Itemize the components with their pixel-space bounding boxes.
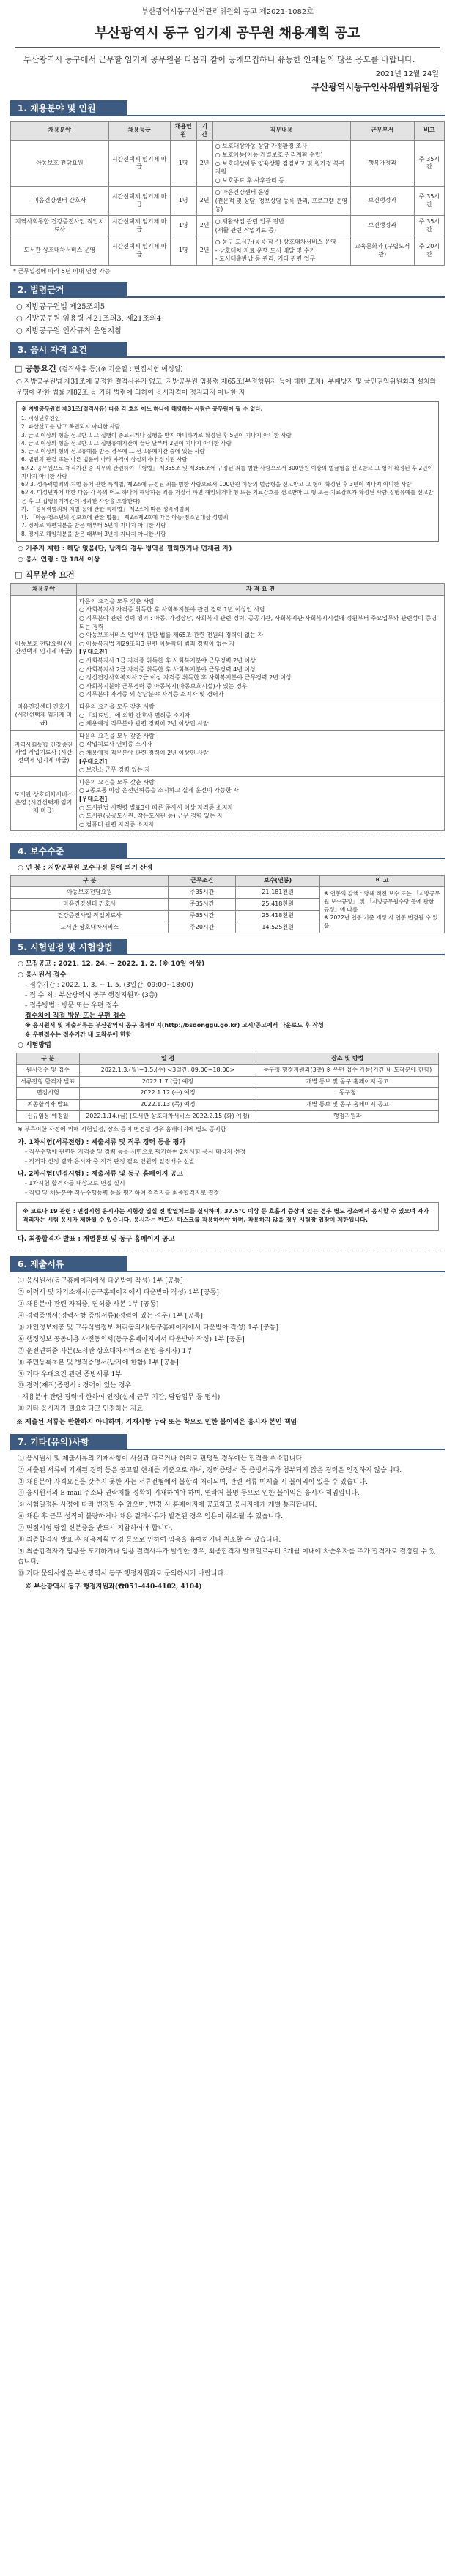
pay-amount: 21,181천원 [236,887,320,899]
section-header [10,282,445,298]
step2-line: - 1차시험 합격자를 대상으로 면접 실시 [25,1180,125,1187]
recruit-field: 도서관 상호대차서비스 운영 [11,236,109,266]
recruit-dept: 보건행정과 [350,187,414,216]
step1-title: 가. 1차시험(서류전형) : 제출서류 및 직무 경력 등을 평가 [18,1138,186,1146]
page-title: 부산광역시 동구 임기제 공무원 채용계획 공고 [15,25,440,48]
section-pay [10,843,445,933]
req-line: ○ 아동보호서비스 업무에 관한 법률 제65조 관련 전원의 경력이 없는 자 [79,632,264,639]
recruit-count: 1명 [170,187,196,216]
step3-title: 다. 최종합격자 발표 : 개별통보 및 동구 홈페이지 공고 [18,1235,175,1243]
law-item: ○ 지방공무원 임용령 제21조의3, 제21조의4 [16,315,162,324]
req-lines [77,730,445,776]
misc-list [10,1455,445,1580]
recruit-field: 아동보호 전담요원 [11,141,109,187]
req-line: ○ 보건소 근무 경력 있는 자 [79,766,150,774]
table-row [11,236,445,266]
recruit-period: 2년 [196,216,212,236]
schedule-stage: 서류전형 합격자 발표 [17,1076,80,1088]
misc-item: ③ 채용분야 자격요건을 갖추지 못한 자는 서류전형에서 불합격 처리되며, 관련 서류 미제출 시 불이익이 있을 수 있습니다. [18,1478,368,1486]
req-lines [77,701,445,731]
recruit-note: 주 35시간 [414,216,444,236]
recruit-header-cell: 기간 [196,121,212,141]
pay-field: 도서관 상호대차서비스 [11,922,169,933]
section-title: 3. 응시 자격 요건 [10,342,127,358]
table-row [11,141,445,187]
section-rule [127,1256,445,1272]
recruit-count: 1명 [170,216,196,236]
recruit-header-cell: 채용등급 [108,121,170,141]
pay-field: 마음건강센터 간호사 [11,899,169,911]
req-line: [우대요건] [79,758,108,765]
duty-line: (재활 관련 작업치료 등) [215,226,277,234]
pay-amount: 14,525천원 [236,922,320,933]
recruit-note: 주 20시간 [414,236,444,266]
req-header-field: 채용분야 [11,584,77,596]
duty-line: - 도서대출반납 등 관리, 기타 관련 업무 [215,255,316,263]
req-field: 도서관 상호대차서비스 운영 (시간선택제 임기제 마급) [11,776,77,831]
method-title: ○ 시험방법 [18,1041,51,1049]
table-row [11,730,445,776]
pay-amount: 25,418천원 [236,910,320,922]
recruit-period: 2년 [196,141,212,187]
common-subtitle: (결격사유 등)(※ 기준일 : 면접시험 예정일) [59,366,183,374]
req-line: ○ 「의료법」에 의한 간호사 면허증 소지자 [79,712,190,719]
pay-field: 건강증진사업 작업치료사 [11,910,169,922]
document-item: ⑨ 기타 우대요건 관련 증빙서류 1부 [18,1370,122,1378]
recruit-field: 지역사회통합 건강증진사업 직업치료사 [11,216,109,236]
disqualification-item: 6. 법원의 판결 또는 다른 법률에 따라 자격이 상실되거나 정지된 사람 [21,456,188,463]
recruit-grade: 시간선택제 임기제 마급 [108,216,170,236]
disqualification-item: 1. 피성년후견인 [21,415,61,422]
req-line: ○ 직무분야 자격증 외 상담분야 자격증 소지자 및 경력자 [79,691,224,698]
schedule-header: 장소 및 방법 [256,1053,439,1065]
contact-info: ※ 부산광역시 동구 행정지원과(☎051-440-4102, 4104) [25,1583,202,1591]
misc-item: ⑧ 최종합격자 발표 후 채용계획 변경 등으로 인하여 임용을 유예하거나 취소할 수 있습니다. [18,1537,281,1545]
schedule-note: ※ 부득이한 사정에 의해 시험일정, 장소 등이 변경될 경우 홈페이지에 별도 공지함 [18,1125,226,1132]
req-line: ○ 사회복지사 1급 자격증 취득한 후 사회복지분야 근무경력 2년 이상 [79,657,256,665]
pay-table [10,875,445,933]
disqualification-item: 7. 징계로 파면처분을 받은 때부터 5년이 지나지 아니한 사람 [21,522,166,529]
req-line: [우대요건] [79,795,108,802]
apply-emphasis: 접수처에 직접 방문 또는 우편 접수 [25,1012,126,1020]
req-field: 지역사회통합 건강증진사업 직업치료사 (시간선택제 임기제 마급) [11,730,77,776]
table-row [11,187,445,216]
section-recruitment [10,100,445,276]
section-rule [127,282,445,298]
section-schedule [10,939,445,1244]
section-rule [127,1434,445,1450]
document-item: - 채용분야 관련 경력에 한하여 인정(실제 근무 기간, 담당업무 등 명시) [18,1394,221,1402]
job-requirements-title: □ 직무분야 요건 [15,570,75,580]
common-requirements-title [15,364,440,375]
req-field: 아동보호 전담요원 (시간선택제 임기제 마급) [11,595,77,701]
pay-basis: ○ 연 봉 : 지방공무원 보수규정 등에 의거 산정 [18,865,153,873]
section-header [10,342,445,358]
section-title: 6. 제출서류 [10,1256,127,1272]
section-title: 2. 법령근거 [10,282,127,298]
common-requirements-text: ○ 지방공무원법 제31조에 규정한 결격사유가 없고, 지방공무원 임용령 제65조(부정행위자 등에 대한 조치), 부패방지 및 국민권익위원회의 설치와 운영에 관한 법률 제82조 등 기타 법령에 의하여 응시자격이 정지되지 아니한 자 [16,378,437,397]
duty-line: ○ 보호대상아동 양육상황 점검보고 및 원가정 복귀 지원 [215,160,345,176]
section-header [10,100,445,116]
issuer-name: 부산광역시동구인사위원회위원장 [311,81,439,92]
document-item: ⑩ 경력(재직)증명서 : 경력이 있는 경우 [18,1382,132,1390]
intro-paragraph: 부산광역시 동구에서 근무할 임기제 공무원을 다음과 같이 공개모집하니 유능한 인재들의 많은 응모를 바랍니다. [23,54,415,64]
step2-line: - 직렬 및 채용분야 직무수행능력 등을 평가하여 적격자를 최종합격자로 결정 [25,1190,220,1197]
pay-header: 비 고 [320,876,445,887]
misc-item: ⑩ 기타 문의사항은 부산광역시 동구 행정지원과로 문의하시기 바랍니다. [18,1570,226,1578]
req-line: ○ 도서관(공공도서관, 작은도서관 등) 근무 경력 있는 자 [79,813,223,820]
schedule-date: 2022.1.3.(월)~1.5.(수) <3일간, 09:00~18:00> [79,1064,256,1076]
pay-condition: 주20시간 [169,922,236,933]
section-title: 5. 시험일정 및 시험방법 [10,939,127,955]
schedule-stage: 원서접수 및 접수 [17,1064,80,1076]
misc-item: ⑤ 시험일정은 사정에 따라 변경될 수 있으며, 변경 시 홈페이지에 공고하고 응시자에게 개별 통지합니다. [18,1501,317,1509]
req-line: ○ 컴퓨터 관련 자격증 소지자 [79,821,155,828]
age-requirement: ○ 응시 연령 : 만 18세 이상 [18,556,100,564]
req-line: ○ 작업치료사 면허증 소지자 [79,741,152,748]
recruit-note: 주 35시간 [414,141,444,187]
recruit-duty [212,236,350,266]
document-item: ⑤ 개인정보제공 및 고유식별정보 처리동의서(동구홈페이지에서 다운받아 작성) 1부 [공통] [18,1324,278,1332]
apply-period: - 접수기간 : 2022. 1. 3. ~ 1. 5. (3일간, 09:00~18:00) [25,981,193,989]
section-misc [10,1434,445,1593]
law-item: ○ 지방공무원법 제25조의5 [16,302,106,311]
duty-line: ○ 동구 도서관(공공·작은) 상호대차서비스 운영 [215,239,336,246]
pay-condition: 주35시간 [169,887,236,899]
pay-note: ※ 연봉의 감액 : 당해 직전 보수 또는 「지방공무원 보수규정」 및 「지방공무원수당 등에 관한 규정」에 따름 [324,890,440,913]
bottom-spacer [0,1594,455,1599]
apply-place: - 접 수 처 : 부산광역시 동구 행정지원과 (3층) [25,991,158,999]
pay-header: 보수(연봉) [236,876,320,887]
section-rule [127,342,445,358]
section-rule [127,939,445,955]
schedule-place: 개별 통보 및 동구 홈페이지 공고 [256,1100,439,1111]
section-title: 7. 기타(유의)사항 [10,1434,127,1450]
recruit-period: 2년 [196,236,212,266]
duty-line: ○ 재활사업 관련 업무 전반 [215,218,285,225]
disqualification-item: 3. 금고 이상의 형을 선고받고 그 집행이 종료되거나 집행을 받지 아니하기로 확정된 후 5년이 지나지 아니한 사람 [21,431,292,438]
schedule-header: 구 분 [17,1053,80,1065]
document-item: ③ 채용분야 관련 자격증, 면허증 사본 1부 [공통] [18,1300,159,1308]
disqualification-item: 4. 금고 이상의 형을 선고받고 그 집행유예기간이 끝난 날부터 2년이 지나지 아니한 사람 [21,439,232,447]
section-qualification [10,342,445,831]
pay-header: 근무조건 [169,876,236,887]
document-item: ⑪ 기타 응시자가 필요하다고 인정하는 자료 [18,1405,144,1414]
requirements-table [10,583,445,831]
duty-line: ○ 보호대상아동 상담·가정환경 조사 [215,143,307,150]
table-row [17,1100,439,1111]
disqualification-title: ※ 지방공무원법 제31조(결격사유) 다음 각 호의 어느 하나에 해당하는 사람은 공무원이 될 수 없다. [21,405,263,412]
req-line: ○ 사회복지사 2급 자격증 취득한 후 사회복지분야 근무경력 4년 이상 [79,665,256,673]
table-row [17,1111,439,1123]
section-title: 4. 보수수준 [10,843,127,859]
section-header [10,843,445,859]
posting-period: ○ 모집공고 : 2021. 12. 24. ~ 2022. 1. 2. (※ 10일 이상) [18,960,205,968]
req-line: ○ 사회복지분야 근무경력 중 아동복지(아동보호시설)가 있는 경우 [79,682,248,690]
req-line: ○ 아동복지법 제29조의3 관련 아동학대 범죄 경력이 없는 자 [79,640,235,647]
schedule-stage: 신규임용 예정일 [17,1111,80,1123]
document-item: ⑥ 행정정보 공동이용 사전동의서(동구홈페이지에서 다운받아 작성) 1부 [공통] [18,1335,245,1343]
recruit-field: 미음건강센터 간호사 [11,187,109,216]
schedule-date: 2022.1.14.(금) (도서관 상호대차서비스 2022.2.15.(화) 예정) [79,1111,256,1123]
section-law [10,282,445,337]
pay-note: ※ 2022년 연봉 기준 개정 시 연봉 변경될 수 있음 [324,914,438,929]
misc-item: ② 제출된 서류에 기재된 경력 등은 공고일 현재를 기준으로 하며, 경력증명서 등 증빙서류가 첨부되지 않은 경력은 인정하지 않습니다. [18,1466,402,1474]
pay-header: 구 분 [11,876,169,887]
schedule-header: 일 정 [79,1053,256,1065]
section-title: 1. 채용분야 및 인원 [10,100,127,116]
recruit-table [10,121,445,266]
table-row [11,216,445,236]
table-row [17,1076,439,1088]
recruit-footnote: * 근무일정에 따라 5년 이내 연장 가능 [13,268,111,275]
document-item: ① 응시원서(동구홈페이지에서 다운받아 작성) 1부 [공통] [18,1277,183,1285]
req-line: ○ 직무분야 관련 경력 행의 : 아동, 가정상담, 사회복지 관련 경력, 공공기관, 사회복지관·사회복지시설에 정원부터 주요업무와 관련성이 증명되는 경력 [79,615,437,630]
req-header-qual: 자 격 요 건 [77,584,445,596]
schedule-place: 행정지원과 [256,1111,439,1123]
req-line: 다음의 요건을 모두 갖춘 사람 [79,703,155,711]
recruit-header-cell: 채용분야 [11,121,109,141]
document-item: ⑧ 주민등록초본 및 병적증명서(남자에 한함) 1부 [공통] [18,1359,179,1367]
recruit-duty [212,216,350,236]
disqualification-box [16,401,439,542]
document-item: ⑦ 운전면허증 사본(도서관 상호대차서비스 운영 응시자) 1부 [18,1347,193,1355]
schedule-date: 2022.1.7.(금) 예정 [79,1076,256,1088]
req-line: ○ 채용예정 직무분야 관련 경력이 2년 이상인 사람 [79,749,209,756]
table-row [11,595,445,701]
section-header [10,1256,445,1272]
table-row [11,887,445,899]
schedule-stage: 면접시험 [17,1088,80,1100]
req-line: ○ 사회복지사 자격증 취득한 후 사회복지분야 관련 경력 1년 이상인 사람 [79,606,265,613]
table-row [17,1088,439,1100]
section-documents [10,1256,445,1428]
covid-notice-box: ※ 코로나 19 관련 : 면접시험 응시자는 시험장 입실 전 발열체크를 실시하며, 37.5℃ 이상 등 호흡기 증상이 있는 경우 별도 장소에서 응시할 수 있으며 자가격리자는 시험 응시가 제한될 수 있습니다. 응시자는 반드시 마스크를 착용하여야 하며, 착용하지 않을 경우 시험장 입장이 제한됩니다. [16,1202,439,1231]
pay-amount: 25,418천원 [236,899,320,911]
section-header [10,1434,445,1450]
schedule-date: 2022.1.12.(수) 예정 [79,1088,256,1100]
disqualification-item: 6의3. 성폭력범죄의 처벌 등에 관한 특례법, 제2조에 규정된 죄를 범한 사람으로서 100만원 이상의 벌금형을 선고받고 그 형이 확정된 후 3년이 지나지 아니한 사람 [21,481,412,488]
apply-title: ○ 응시원서 접수 [18,971,67,979]
disqualification-item: 가. 「성폭력범죄의 처벌 등에 관한 특례법」 제2조에 따른 성폭력범죄 [21,505,190,512]
misc-item: ① 응시원서 및 제출서류의 기재사항이 사실과 다르거나 허위로 판명될 경우에는 합격을 취소합니다. [18,1455,305,1463]
recruit-duty [212,187,350,216]
table-row [11,701,445,731]
recruit-header-cell: 비고 [414,121,444,141]
duty-line: ○ 보호아동(아동·개별보호·관리계획 수립) [215,151,323,158]
document-item: ② 이력서 및 자기소개서(동구홈페이지에서 다운받아 작성) 1부 [공통] [18,1288,219,1296]
section-header [10,939,445,955]
req-field: 마음건강센터 간호사 (시간선택제 임기제 마급) [11,701,77,731]
section-rule [127,100,445,116]
mail-notice: ※ 우편접수는 접수기간 내 도착분에 한함 [25,1031,132,1039]
req-lines [77,776,445,831]
recruit-grade: 시간선택제 임기제 마급 [108,141,170,187]
recruit-dept: 행복가정과 [350,141,414,187]
req-line: 다음의 요건을 모두 갖춘 사람 [79,597,155,605]
common-title: □ 공통요건 [15,364,56,374]
law-item: ○ 지방공무원 인사규칙 운영지침 [16,326,122,335]
req-line: ○ 채용예정 직무분야 관련 경력이 2년 이상인 사람 [79,720,209,728]
recruit-note: 주 35시간 [414,187,444,216]
table-row [11,776,445,831]
step1-line: - 적격자 선정 결과 응시자 중 적격 판정 필요 인원의 일정배수 선발 [25,1157,195,1165]
schedule-place: 동구청 행정지원과(3층) ※ 우편 접수 가능(기간 내 도착분에 한함) [256,1064,439,1076]
disqualification-item: 나. 「아동·청소년의 성보호에 관한 법률」 제2조제2호에 따른 아동·청소년대상 성범죄 [21,514,229,521]
documents-note: ※ 제출된 서류는 반환하지 아니하며, 기재사항 누락 또는 착오로 인한 불이익은 응시자 본인 책임 [16,1419,297,1427]
duty-line: - 상호대차 자료 운행 도서 배달 및 수거 [215,247,316,254]
recruit-header-cell: 근무부서 [350,121,414,141]
schedule-place: 동구청 [256,1088,439,1100]
disqualification-list [21,414,434,538]
recruit-header-cell: 직무내용 [212,121,350,141]
step1-line: - 직무수행에 관련된 자격증 및 경력 등을 서면으로 평가하여 2차시험 응시 대상자 선정 [25,1148,246,1155]
apply-method: - 접수방법 : 방문 또는 우편 접수 [25,1002,119,1010]
section-rule [127,843,445,859]
pay-notes-cell [320,887,445,933]
schedule-date: 2022.1.13.(목) 예정 [79,1100,256,1111]
step2-title: 나. 2차시험(면접시험) : 제출서류 및 동구 홈페이지 공고 [18,1171,184,1179]
download-notice: ※ 응시원서 및 제출서류는 부산광역시 동구 홈페이지(http://bsdonggu.go.kr) 고시/공고에서 다운로드 후 작성 [25,1022,324,1029]
recruit-header-cell: 채용인원 [170,121,196,141]
recruit-grade: 시간선택제 임기제 마급 [108,236,170,266]
pay-condition: 주35시간 [169,899,236,911]
pay-condition: 주35시간 [169,910,236,922]
pay-field: 아동보호전담요원 [11,887,169,899]
recruit-dept: 보건행정과 [350,216,414,236]
misc-item: ⑥ 채용 후 근무 성적이 불량하거나 채용 결격사유가 발견된 경우 임용이 취소될 수 있습니다. [18,1513,284,1521]
duty-line: (전문적 및 상담, 정보상담 등록 관리, 프로그램 운영 등) [215,197,348,213]
recruit-count: 1명 [170,141,196,187]
schedule-table [16,1053,439,1123]
recruit-duty [212,141,350,187]
req-lines [77,595,445,701]
disqualification-item: 8. 징계로 해임처분을 받은 때부터 3년이 지나지 아니한 사람 [21,530,166,537]
notice-number: 부산광역시동구선거관리위원회 공고 제2021-1082호 [141,8,314,16]
residence-requirement: ○ 거주지 제한 : 해당 없음(단, 남자의 경우 병역을 필하였거나 면제된 자) [18,545,232,553]
document-item: ④ 경력증명서(경력사항 증빙서류)(경력이 있는 경우) 1부 [공통] [18,1312,203,1320]
misc-item: ⑦ 면접시험 당일 신분증을 반드시 지참하여야 합니다. [18,1525,173,1533]
req-line: [우대요건] [79,649,108,656]
recruit-count: 1명 [170,236,196,266]
req-line: ○ 도서관법 시행령 별표3에 따른 준사서 이상 자격증 소지자 [79,804,234,811]
schedule-place: 개별 통보 및 동구 홈페이지 공고 [256,1076,439,1088]
recruit-dept: 교육문화과 (구립도서관) [350,236,414,266]
req-line: 다음의 요건을 모두 갖춘 사람 [79,732,155,739]
req-line: ○ 정신건강사회복지사 2급 이상 자격증 취득한 후 사회복지분야 근무경력 2년 이상 [79,674,292,682]
disqualification-item: 6의2. 공무원으로 재직기간 중 직무와 관련하여 「형법」 제355조 및 제356조에 규정된 죄를 범한 사람으로서 300만원 이상의 벌금형을 선고받고 그 형이 확정된 후 2년이 지나지 아니한 사람 [21,464,433,479]
disqualification-item: 6의4. 미성년자에 대한 다음 각 목의 어느 하나에 해당하는 죄를 저질러 파면·해임되거나 형 또는 치료감호를 선고받아 그 형 또는 치료감호가 확정된 사람(집행유예를 선고받은 후 그 집행유예기간이 경과한 사람을 포함한다) [21,489,434,504]
duty-line: ○ 마음건강센터 운영 [215,189,270,196]
misc-item: ④ 응시원서의 E-mail 주소와 연락처를 정확히 기재하여야 하며, 연락처 불명 등으로 인한 불이익은 응시자 책임입니다. [18,1490,360,1498]
schedule-stage: 최종합격자 발표 [17,1100,80,1111]
notice-date: 2021년 12월 24일 [375,70,439,79]
req-line: ○ 2종보통 이상 운전면허증을 소지하고 실제 운전이 가능한 자 [79,787,239,794]
recruit-period: 2년 [196,187,212,216]
disqualification-item: 5. 금고 이상의 형의 선고유예를 받은 경우에 그 선고유예기간 중에 있는 사람 [21,448,205,455]
req-line: 다음의 요건을 모두 갖춘 사람 [79,778,155,785]
recruit-grade: 시간선택제 임기제 마급 [108,187,170,216]
duty-line: ○ 보호종료 후 사후관리 등 [215,176,285,184]
disqualification-item: 2. 파산선고를 받고 복권되지 아니한 사람 [21,423,120,430]
table-row [17,1064,439,1076]
documents-list [10,1277,445,1415]
misc-item: ⑨ 최종합격자가 임용을 포기하거나 임용 결격사유가 발생한 경우, 최종합격자 발표일로부터 3개월 이내에 차순위자를 추가 합격자로 결정할 수 있습니다. [18,1548,436,1567]
